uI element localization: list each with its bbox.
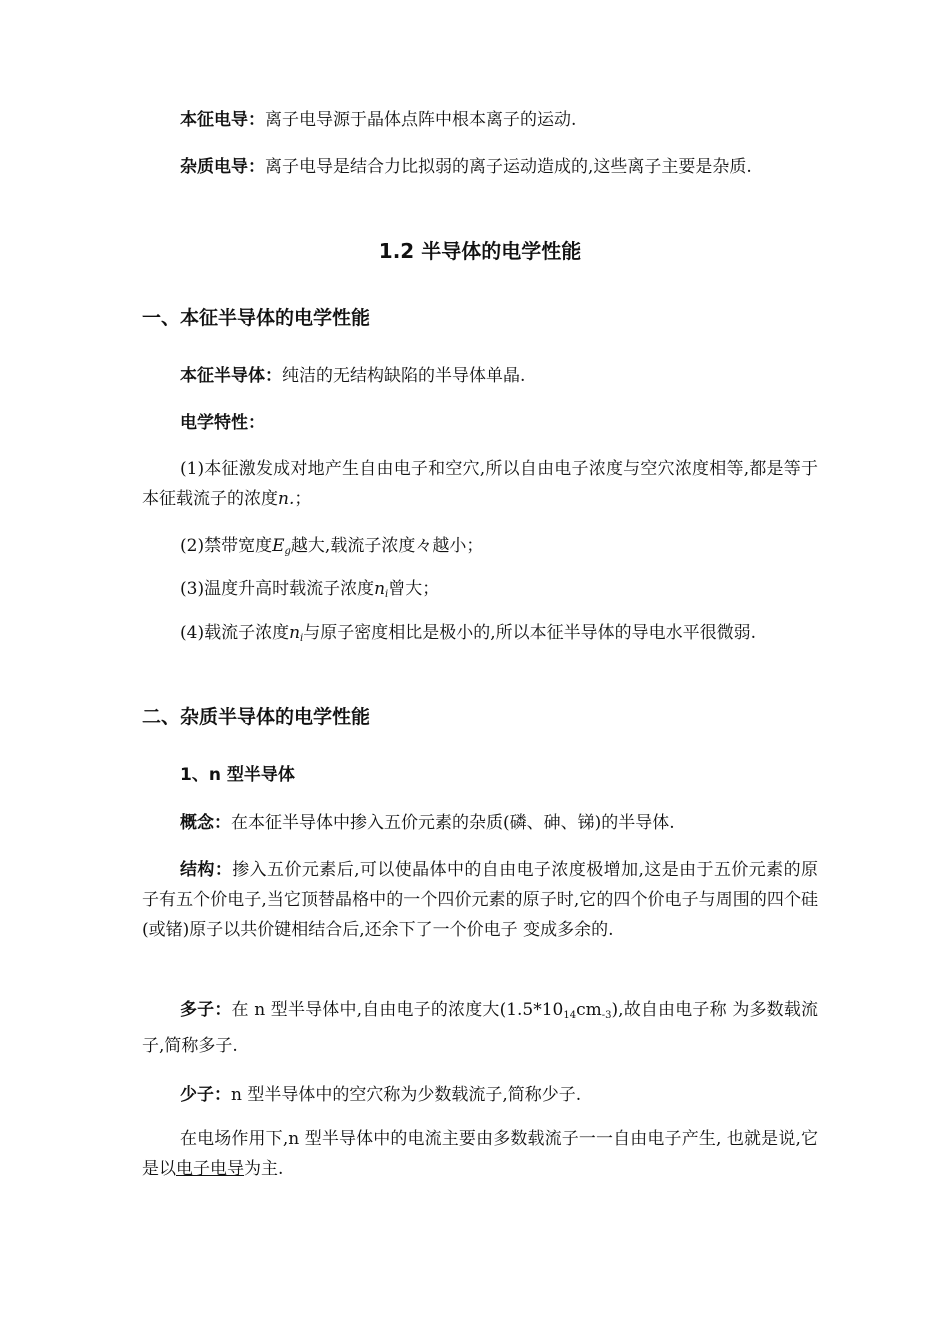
paragraph-minority-carriers: [142, 1080, 818, 1110]
variable-subscript: i: [385, 589, 389, 600]
list-item-1: [142, 454, 818, 514]
term-label: 本征电导：: [180, 110, 265, 130]
paragraph-conclusion: [142, 1124, 818, 1184]
variable-subscript: g: [284, 546, 291, 557]
item-prefix: (3)温度升高时载流子浓度: [180, 579, 375, 599]
paragraph-text: 纯洁的无结构缺陷的半导体单晶.: [282, 366, 526, 386]
exponent: 14: [563, 1010, 577, 1021]
paragraph-tail: ),故自由电子称 为多数载流子,简称多子.: [142, 1000, 818, 1056]
term-label: 结构：: [180, 860, 233, 880]
item-prefix: (4)载流子浓度: [180, 623, 290, 643]
variable: n: [374, 579, 386, 599]
paragraph-impurity-conduction: [142, 152, 818, 182]
item-text: 越大,载流子浓度々越小；: [290, 536, 484, 556]
paragraph-majority-carriers: [142, 995, 818, 1061]
variable: n: [289, 623, 301, 643]
variable: n.: [278, 489, 295, 509]
item-text: 与原子密度相比是极小的,所以本征半导体的导电水平很微弱.: [303, 623, 757, 643]
paragraph-concept: [142, 808, 818, 838]
item-prefix: (2)禁带宽度: [180, 536, 273, 556]
paragraph-intrinsic-definition: [142, 361, 818, 391]
list-item-2: [142, 531, 818, 567]
section-title: 1.2 半导体的电学性能: [378, 239, 582, 263]
paragraph-electrical-properties: [142, 408, 818, 438]
underlined-term: 电子电导: [176, 1159, 244, 1179]
exponent: -3: [601, 1010, 612, 1021]
paragraph-text: 离子电导是结合力比拟弱的离子运动造成的,这些离子主要是杂质.: [265, 157, 752, 177]
paragraph-text: 在本征半导体中掺入五价元素的杂质(磷、砷、锑)的半导体.: [231, 813, 675, 833]
paragraph-text: 在电场作用下,n 型半导体中的电流主要由多数载流子一一自由电子产生, 也就是说,它是以: [142, 1129, 818, 1179]
heading-n-type: 1、n 型半导体: [180, 765, 295, 785]
paragraph-intrinsic-conduction: [142, 105, 818, 135]
term-label: 多子：: [180, 1000, 232, 1020]
item-text: (1)本征激发成对地产生自由电子和空穴,所以自由电子浓度与空穴浓度相等,都是等于本征载流子的浓度: [142, 459, 818, 509]
heading-intrinsic: 一、本征半导体的电学性能: [142, 307, 371, 329]
paragraph-tail: 为主.: [244, 1159, 284, 1179]
item-text: 曾大；: [388, 579, 440, 599]
unit: cm: [576, 1000, 602, 1020]
term-label: 概念：: [180, 813, 231, 833]
paragraph-text: 离子电导源于晶体点阵中根本离子的运动.: [265, 110, 577, 130]
list-item-3: [142, 574, 818, 610]
paragraph-text: 掺入五价元素后,可以使晶体中的自由电子浓度极增加,这是由于五价元素的原子有五个价电子,当它顶替晶格中的一个四价元素的原子时,它的四个价电子与周围的四个硅(或锗)原子以共价键相结合后,还余下了一个价电子 变成多余的.: [142, 860, 818, 940]
term-label: 少子：: [180, 1085, 231, 1105]
variable: E: [272, 536, 285, 556]
paragraph-structure: [142, 855, 818, 945]
paragraph-text: n 型半导体中的空穴称为少数载流子,简称少子.: [231, 1085, 582, 1105]
item-tail: ；: [294, 489, 312, 509]
term-label: 电学特性：: [180, 413, 265, 433]
heading-impurity: 二、杂质半导体的电学性能: [142, 706, 371, 728]
term-label: 杂质电导：: [180, 157, 265, 177]
paragraph-text: 在 n 型半导体中,自由电子的浓度大(1.5*10: [231, 1000, 564, 1020]
term-label: 本征半导体：: [180, 366, 282, 386]
variable-subscript: i: [300, 633, 304, 644]
list-item-4: [142, 618, 818, 654]
